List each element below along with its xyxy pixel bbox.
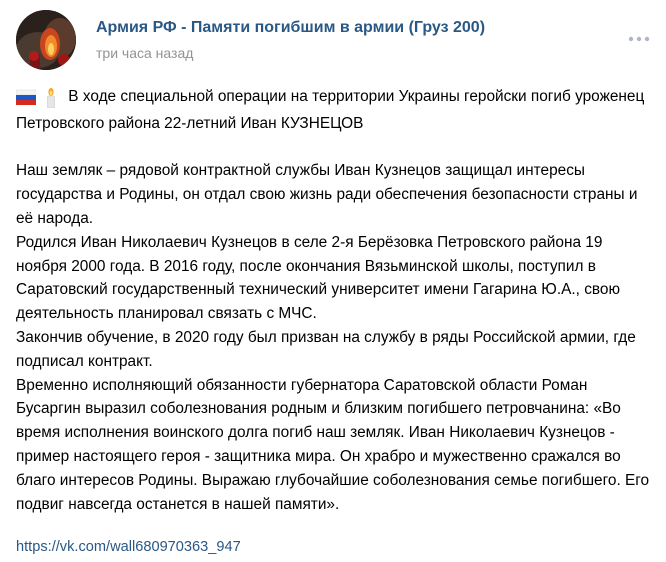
paragraph-3: Закончив обучение, в 2020 году был призван на службу в ряды Российской армии, где подписал контракт. (16, 328, 636, 370)
russian-flag-icon (16, 88, 36, 106)
paragraph-2: Родился Иван Николаевич Кузнецов в селе 2-я Берёзовка Петровского района 19 ноября 2000 года. В 2016 году, после окончания Вязьминской школы, поступил в Саратовский государственный технический университет имени Гагарина Ю.А., свою деятельность планировал связать с МЧС. (16, 233, 621, 323)
paragraph-1: Наш земляк – рядовой контрактной службы Иван Кузнецов защищал интересы государства и Родины, он отдал свою жизнь ради обеспечения безопасности страны и её народа. (16, 162, 638, 227)
post-title-paragraph (16, 85, 656, 136)
candle-icon (44, 88, 58, 108)
emoji-group (16, 88, 58, 112)
post-title: В ходе специальной операции на территории Украины геройски погиб уроженец Петровского района 22-летний Иван КУЗНЕЦОВ (16, 88, 645, 132)
paragraph-4: Временно исполняющий обязанности губернатора Саратовской области Роман Бусаргин выразил соболезнования родным и близким погибшего петровчанина: «Во время исполнения воинского долга погиб наш земляк. Иван Николаевич Кузнецов - пример настоящего героя - защитника мира. Он храбро и мужественно сражался во благо интересов Родины. Выражаю глубочайшие соболезнования семье погибшего. Его подвиг навсегда останется в нашей памяти». (16, 376, 650, 513)
post-timestamp[interactable]: три часа назад (96, 45, 194, 61)
group-name-link[interactable]: Армия РФ - Памяти погибшим в армии (Груз 200) (96, 19, 486, 36)
post-source-link[interactable]: https://vk.com/wall680970363_947 (16, 539, 241, 555)
post-body (16, 85, 656, 516)
avatar-image-icon (16, 10, 76, 70)
more-horizontal-icon[interactable] (626, 32, 652, 46)
group-avatar[interactable] (16, 10, 76, 70)
paragraph-spacer (16, 136, 656, 160)
